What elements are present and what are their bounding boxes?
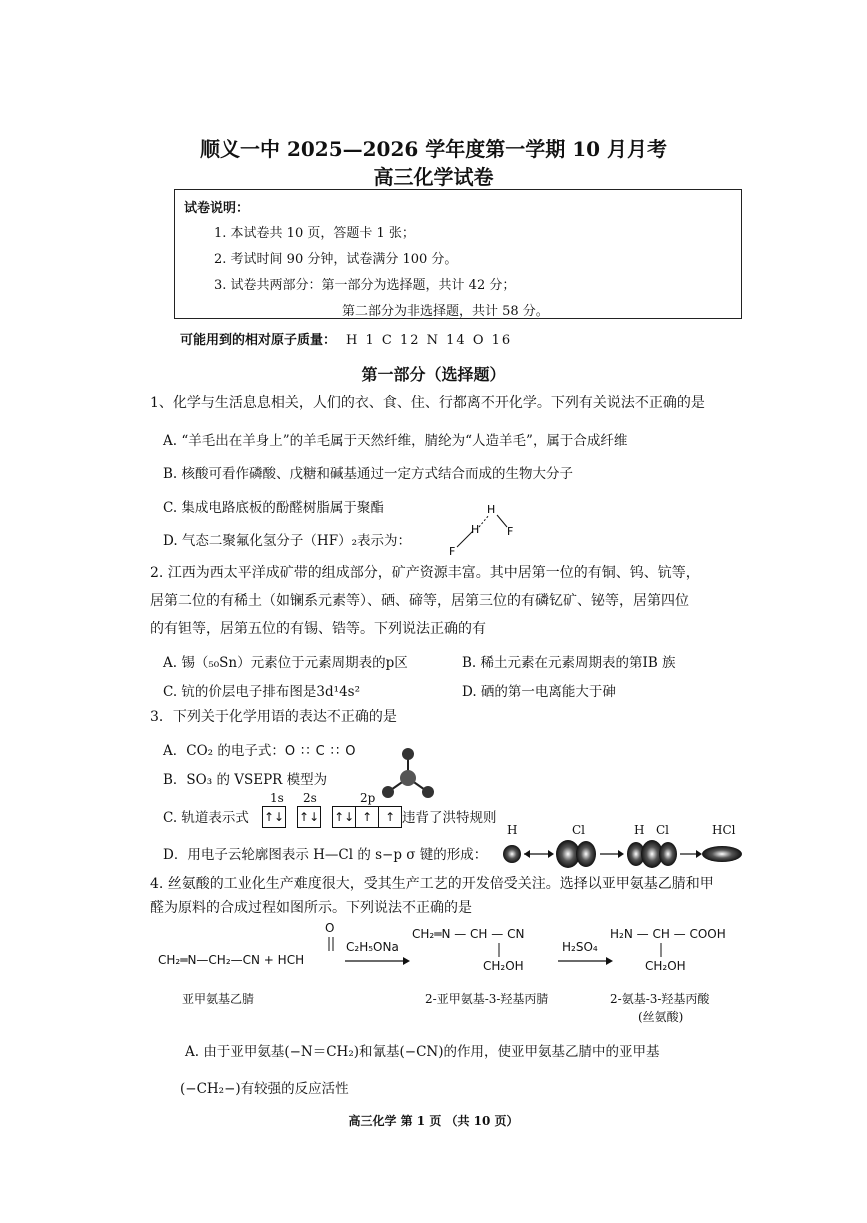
q3-option-d: D．用电子云轮廓图表示 H—Cl 的 s−p σ 键的形成： <box>163 847 488 863</box>
orbital-box-2p <box>332 806 402 828</box>
q2-stem-line3: 的有钽等，居第五位的有锡、锆等。下列说法正确的有 <box>150 621 486 637</box>
compound-name-3-alt: (丝氨酸) <box>638 1010 684 1024</box>
compound-name-1: 亚甲氨基乙腈 <box>182 992 255 1006</box>
instruction-item: 第二部分为非选择题，共计 58 分。 <box>342 304 549 319</box>
q4-option-a-line2: (−CH₂−)有较强的反应活性 <box>180 1081 349 1097</box>
reactant-formula: CH₂═N—CH₂—CN + HCH <box>158 953 305 967</box>
orbital-label-2p: 2p <box>360 791 376 805</box>
instruction-item: 2. 考试时间 90 分钟，试卷满分 100 分。 <box>214 252 458 267</box>
cloud-label-cl: Cl <box>572 823 586 837</box>
reagent-sodium-ethoxide: C₂H₅ONa <box>346 940 399 954</box>
q4-option-a-line1: A. 由于亚甲氨基(−N＝CH₂)和氰基(−CN)的作用，使亚甲氨基乙腈中的亚甲基 <box>185 1044 660 1060</box>
intermediate-substituent: CH₂OH <box>483 959 524 973</box>
formaldehyde-oxygen: O <box>325 921 335 935</box>
q3-option-c-label: C. 轨道表示式 <box>163 810 249 826</box>
hf-atom: F <box>507 525 514 538</box>
orbital-cell: ↑ <box>385 810 396 824</box>
so3-vsepr-model <box>380 748 440 808</box>
q3-option-c-tail: 违背了洪特规则 <box>402 810 497 826</box>
q2-option-d: D. 硒的第一电离能大于砷 <box>462 684 616 700</box>
product-formula: H₂N — CH — COOH <box>610 927 726 941</box>
q1-option-c: C. 集成电路底板的酚醛树脂属于聚酯 <box>163 500 384 516</box>
intermediate-formula: CH₂═N — CH — CN <box>412 927 525 941</box>
intermediate-branch <box>496 943 502 958</box>
instructions-heading: 试卷说明： <box>184 201 250 216</box>
q3-option-a-label: A．CO₂ 的电子式： <box>163 743 285 759</box>
q4-stem-line1: 4. 丝氨酸的工业化生产难度很大，受其生产工艺的开发倍受关注。选择以亚甲氨基乙腈和甲 <box>150 876 714 892</box>
orbital-box-1s <box>262 806 286 828</box>
q2-stem-line1: 2. 江西为西太平洋成矿带的组成部分，矿产资源丰富。其中居第一位的有铜、钨、钪等， <box>150 565 700 581</box>
q2-option-c: C. 钪的价层电子排布图是3d¹4s² <box>163 684 361 700</box>
atomic-masses-values: H 1 C 12 N 14 O 16 <box>346 333 513 348</box>
q2-stem-line2: 居第二位的有稀土（如镧系元素等）、硒、碲等，居第三位的有磷钇矿、铋等，居第四位 <box>150 593 689 609</box>
cloud-label-cl2: Cl <box>656 823 670 837</box>
electron-cloud-diagram <box>500 838 750 874</box>
q1-option-d: D. 气态二聚氟化氢分子（HF）₂表示为： <box>163 533 411 549</box>
hf-atom: H <box>471 523 480 536</box>
instruction-item: 3. 试卷共两部分：第一部分为选择题，共计 42 分； <box>214 278 516 293</box>
orbital-box-2s <box>297 806 321 828</box>
q3-stem: 3．下列关于化学用语的表达不正确的是 <box>150 709 397 725</box>
q1-option-a: A. “羊毛出在羊身上”的羊毛属于天然纤维，腈纶为“人造羊毛”，属于合成纤维 <box>163 433 628 449</box>
atomic-masses <box>180 329 512 348</box>
q4-stem-line2: 醛为原料的合成过程如图所示。下列说法不正确的是 <box>150 900 472 916</box>
co2-electron-formula: O ∷ C ∷ O <box>284 744 357 759</box>
reaction-arrow-1 <box>345 956 410 966</box>
orbital-label-1s: 1s <box>270 791 284 805</box>
cloud-label-h2: H <box>634 823 645 837</box>
q2-option-b: B. 稀土元素在元素周期表的第ⅠB 族 <box>462 655 676 671</box>
hf-atom: H <box>487 503 496 516</box>
cloud-label-h: H <box>507 823 518 837</box>
hf-atom: F <box>449 545 456 558</box>
orbital-cell: ↑↓ <box>263 810 285 824</box>
cloud-label-hcl: HCl <box>712 823 736 837</box>
q1-option-b: B. 核酸可看作磷酸、戊糖和碱基通过一定方式结合而成的生物大分子 <box>163 466 574 482</box>
orbital-label-2s: 2s <box>303 791 317 805</box>
section-title: 第一部分（选择题） <box>361 365 506 384</box>
q3-option-b: B．SO₃ 的 VSEPR 模型为 <box>163 772 328 788</box>
product-substituent: CH₂OH <box>645 959 686 973</box>
page-footer: 高三化学 第 1 页 （共 10 页） <box>348 1114 519 1128</box>
orbital-cell: ↑ <box>356 807 379 827</box>
product-branch <box>658 943 664 958</box>
reagent-sulfuric-acid: H₂SO₄ <box>562 940 598 954</box>
orbital-cell: ↑↓ <box>333 807 356 827</box>
reaction-arrow-2 <box>558 956 613 966</box>
compound-name-2: 2-亚甲氨基-3-羟基丙腈 <box>425 992 549 1006</box>
hf-dimer-structure <box>445 505 525 560</box>
carbonyl-double-bond <box>326 937 336 953</box>
atomic-masses-label: 可能用到的相对原子质量： <box>180 333 337 348</box>
q3-option-c <box>163 806 249 826</box>
exam-subtitle: 高三化学试卷 <box>373 165 494 189</box>
orbital-diagram <box>262 806 402 828</box>
q2-option-a: A. 锡（₅₀Sn）元素位于元素周期表的p区 <box>163 655 408 671</box>
compound-name-3: 2-氨基-3-羟基丙酸 <box>610 992 710 1006</box>
exam-title: 顺义一中 2025—2026 学年度第一学期 10 月月考 <box>199 137 667 161</box>
instruction-item: 1. 本试卷共 10 页，答题卡 1 张； <box>214 226 415 241</box>
orbital-cell: ↑↓ <box>299 810 320 824</box>
q1-stem: 1、化学与生活息息相关，人们的衣、食、住、行都离不开化学。下列有关说法不正确的是 <box>150 395 705 411</box>
q3-option-a <box>163 739 356 759</box>
